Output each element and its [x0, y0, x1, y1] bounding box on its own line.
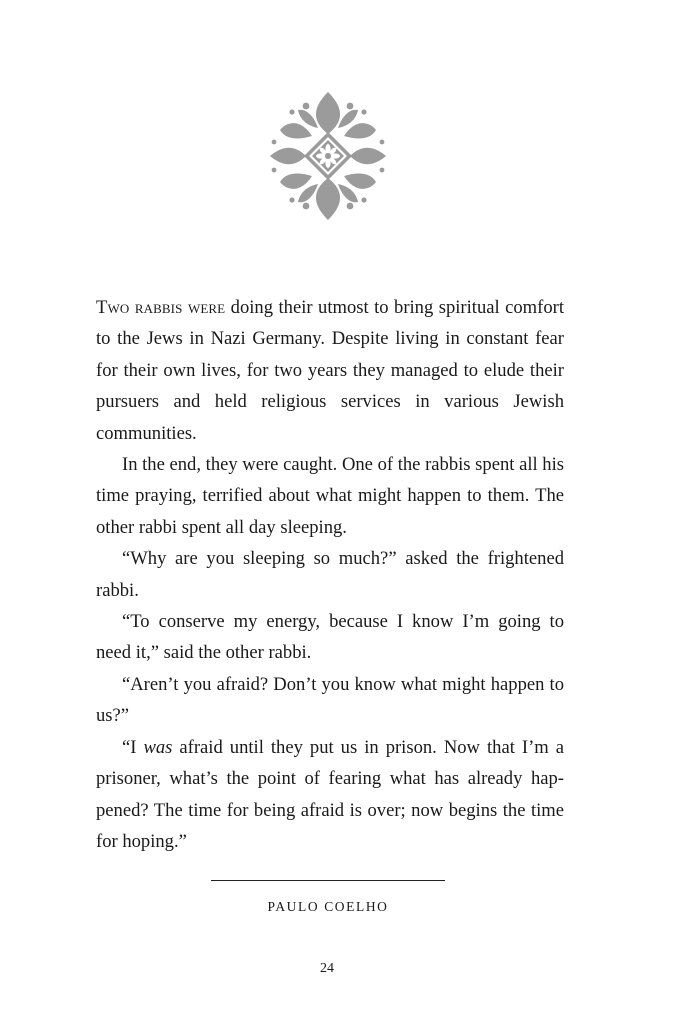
- footer-divider: [211, 880, 445, 881]
- paragraph-1: [96, 292, 564, 449]
- paragraph-3: “Why are you sleeping so much?” asked the frightened rabbi.: [96, 548, 564, 601]
- lead-in: Two rabbis were: [96, 297, 226, 318]
- paragraph-2: In the end, they were caught. One of the rabbis spent all his time praying, terrified about what might happen to them. The other rabbi spent all day sleeping.: [96, 454, 564, 538]
- paragraph-4: “To conserve my energy, because I know I’m going to need it,” said the other rabbi.: [96, 611, 564, 664]
- paragraph-5: “Aren’t you afraid? Don’t you know what might happen to us?”: [96, 673, 564, 727]
- floral-ornament-icon: [268, 90, 388, 222]
- story-text: [96, 292, 564, 857]
- page-number: 24: [320, 961, 334, 976]
- paragraph-6-start: “I: [122, 736, 144, 758]
- paragraph-1-text: doing their utmost to bring spiritual comfort to the Jews in Nazi Germany. Despite living in constant fear for their own lives, for two years they managed to elude their pursuers and held religious services in various Jewish communities.: [96, 297, 564, 444]
- emphasis-was: was: [143, 736, 173, 758]
- paragraph-6: [96, 732, 564, 858]
- author-name: PAULO COELHO: [267, 899, 389, 914]
- paragraph-6-end: afraid until they put us in prison. Now that I’m a prisoner, what’s the point of fearing what has already happened? The time for being afraid is over; now begins the time for hoping.”: [96, 736, 564, 852]
